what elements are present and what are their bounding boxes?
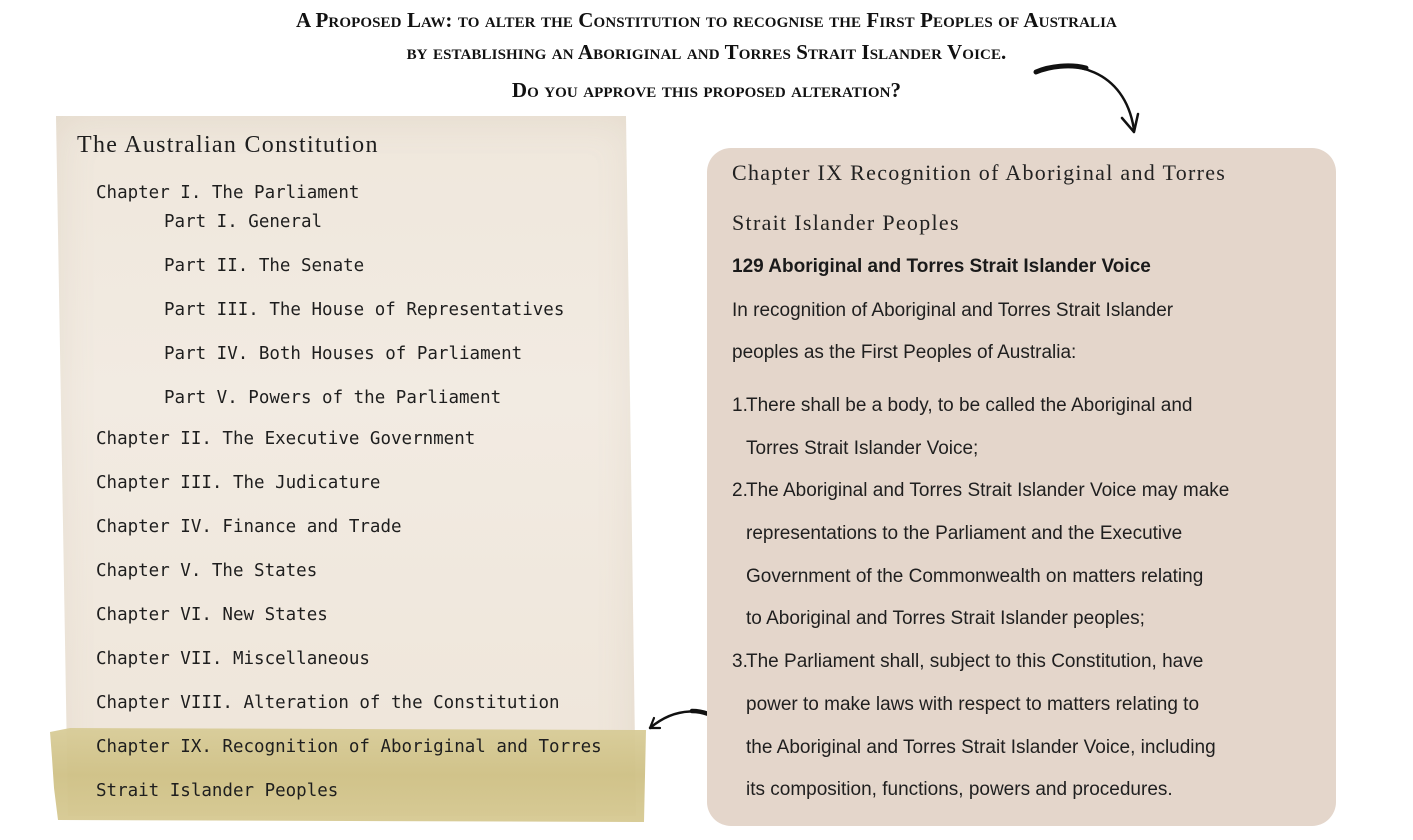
toc-part-entry: Part I. General: [164, 212, 323, 232]
toc-chapter-entry: Chapter IV. Finance and Trade: [96, 517, 402, 537]
clause-number: 2.: [732, 480, 748, 501]
clause-line: Torres Strait Islander Voice;: [746, 437, 979, 459]
clause-number: 3.: [732, 651, 748, 672]
clause-line: its composition, functions, powers and procedures.: [746, 779, 1173, 801]
toc-part-entry: Part V. Powers of the Parliament: [164, 388, 502, 408]
toc-chapter-entry: Chapter I. The Parliament: [96, 183, 360, 203]
preamble-line: peoples as the First Peoples of Australia:: [732, 342, 1077, 363]
toc-chapter-entry: Chapter V. The States: [96, 561, 318, 581]
toc-part-entry: Part IV. Both Houses of Parliament: [164, 344, 523, 364]
question-line-2: by establishing an Aboriginal and Torres Strait Islander Voice.: [406, 40, 1007, 64]
toc-chapter-entry: Strait Islander Peoples: [96, 781, 339, 801]
toc-chapter-entry: Chapter VII. Miscellaneous: [96, 649, 370, 669]
clause-line: to Aboriginal and Torres Strait Islander peoples;: [746, 608, 1145, 630]
clause-line: the Aboriginal and Torres Strait Islander Voice, including: [746, 736, 1216, 758]
toc-chapter-entry: Chapter VI. New States: [96, 605, 328, 625]
clause-line: The Aboriginal and Torres Strait Islander Voice may make: [746, 480, 1230, 501]
clause-line: Government of the Commonwealth on matters relating: [746, 565, 1204, 587]
question-line-1: A Proposed Law: to alter the Constitution to recognise the First Peoples of Australia: [296, 8, 1117, 32]
toc-chapter-entry: Chapter VIII. Alteration of the Constitution: [96, 693, 560, 713]
toc-chapter-entry: Chapter II. The Executive Government: [96, 429, 476, 449]
clause-line: power to make laws with respect to matters relating to: [746, 693, 1200, 715]
clause-line: The Parliament shall, subject to this Constitution, have: [746, 651, 1204, 672]
new-chapter-title-line-1: Chapter IX Recognition of Aboriginal and Torres: [732, 160, 1227, 185]
curved-arrow-down-icon: [1030, 60, 1150, 140]
section-heading: 129 Aboriginal and Torres Strait Islander Voice: [732, 256, 1151, 277]
new-chapter-title-line-2: Strait Islander Peoples: [732, 210, 960, 235]
clause-number: 1.: [732, 395, 748, 416]
question-line-3: Do you approve this proposed alteration?: [511, 78, 902, 102]
clause-line: representations to the Parliament and the Executive: [746, 522, 1183, 544]
toc-part-entry: Part II. The Senate: [164, 256, 365, 276]
constitution-title: The Australian Constitution: [77, 132, 379, 158]
toc-chapter-entry: Chapter IX. Recognition of Aboriginal and Torres: [96, 737, 602, 757]
toc-part-entry: Part III. The House of Representatives: [164, 300, 565, 320]
clause-line: There shall be a body, to be called the Aboriginal and: [746, 395, 1193, 416]
toc-chapter-entry: Chapter III. The Judicature: [96, 473, 381, 493]
preamble-line: In recognition of Aboriginal and Torres Strait Islander: [732, 300, 1174, 321]
